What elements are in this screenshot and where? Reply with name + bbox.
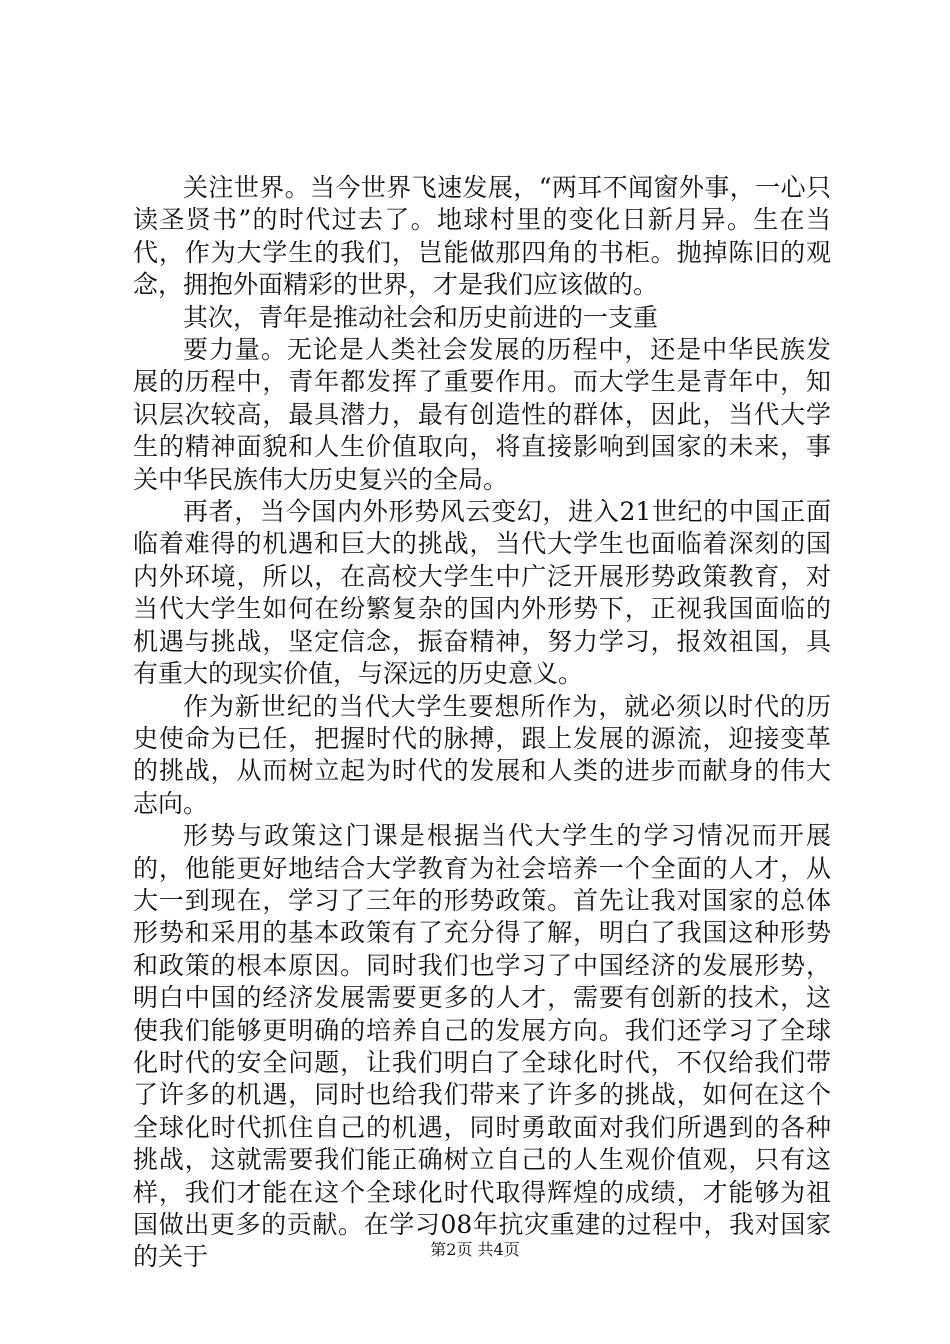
paragraph-1: 关注世界。当今世界飞速发展，“两耳不闻窗外事，一心只读圣贤书”的时代过去了。地球村里的变化日新月异。生在当代，作为大学生的我们，岂能做那四角的书柜。抛掉陈旧的观念，拥抱外面精彩的世界，才是我们应该做的。 — [133, 173, 831, 300]
paragraph-5: 作为新世纪的当代大学生要想所作为，就必须以时代的历史使命为已任，把握时代的脉搏，跟上发展的源流，迎接变革的挑战，从而树立起为时代的发展和人类的进步而献身的伟大志向。 — [133, 691, 831, 818]
paragraph-2: 其次，青年是推动社会和历史前进的一支重 — [183, 302, 659, 332]
page-number-footer: 第2页 共4页 — [430, 1240, 520, 1259]
paragraph-6: 形势与政策这门课是根据当代大学生的学习情况而开展的，他能更好地结合大学教育为社会培养一个全面的人才，从大一到现在，学习了三年的形势政策。首先让我对国家的总体形势和采用的基本政策有了充分得了解，明白了我国这种形势和政策的根本原因。同时我们也学习了中国经济的发展形势，明白中国的经济发展需要更多的人才，需要有创新的技术，这使我们能够更明确的培养自己的发展方向。我们还学习了全球化时代的安全问题，让我们明白了全球化时代，不仅给我们带了许多的机遇，同时也给我们带来了许多的挑战，如何在这个全球化时代抓住自己的机遇，同时勇敢面对我们所遇到的各种挑战，这就需要我们能正确树立自己的人生观价值观，只有这样，我们才能在这个全球化时代取得辉煌的成绩，才能够为祖国做出更多的贡献。在学习08年抗灾重建的过程中，我对国家的关于 — [133, 821, 831, 1272]
paragraph-3: 要力量。无论是人类社会发展的历程中，还是中华民族发展的历程中，青年都发挥了重要作用。而大学生是青年中，知识层次较高，最具潜力，最有创造性的群体，因此，当代大学生的精神面貌和人生价值取向，将直接影响到国家的未来，事关中华民族伟大历史复兴的全局。 — [133, 335, 831, 494]
document-body — [133, 172, 831, 1274]
paragraph-4: 再者，当今国内外形势风云变幻，进入21世纪的中国正面临着难得的机遇和巨大的挑战，当代大学生也面临着深刻的国内外环境，所以，在高校大学生中广泛开展形势政策教育，对当代大学生如何在纷繁复杂的国内外形势下，正视我国面临的机遇与挑战，坚定信念，振奋精神，努力学习，报效祖国，具有重大的现实价值，与深远的历史意义。 — [133, 497, 831, 689]
